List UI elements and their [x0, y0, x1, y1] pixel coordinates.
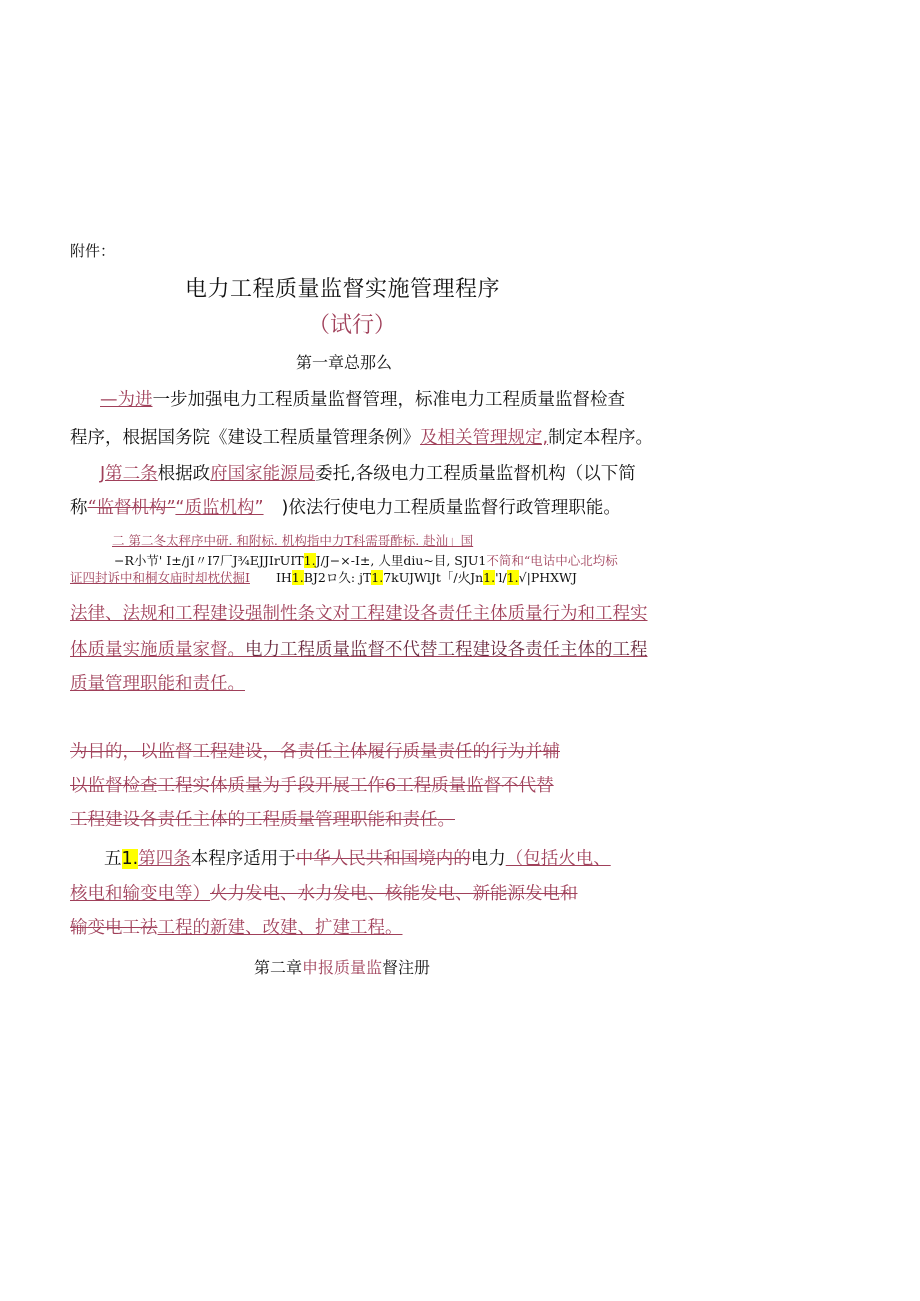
para1-line2-tail: 制定本程序。 — [548, 428, 654, 448]
garbled-line3-hl1: 1. — [291, 570, 304, 585]
garbled-line3-c: BJ2ロ久: jT — [303, 570, 372, 585]
para2-line2-tail: )依法行使电力工程质量监督行政管理职能。 — [281, 498, 621, 518]
para5-line2-deleted: 火力发电、水力发电、核能发电、新能源发电和 — [210, 884, 578, 904]
chapter2-c: 督注册 — [382, 958, 431, 977]
garbled-line1: 二 第二冬太秤序中研. 和附标. 机构指中力T科需哥酢标. 赴汕」国 — [112, 533, 474, 548]
para5-revised-1: （包括火电、 — [505, 849, 611, 869]
garbled-line3-b: IH — [275, 570, 292, 585]
para5-line3-deleted: 输变电工祛 — [70, 918, 158, 938]
chapter-1-heading: 第一章总那么 — [296, 353, 393, 372]
garbled-line2-a: −R小节' I±/jI〃I7厂J¾EJJIrUIT — [114, 553, 304, 568]
garbled-line3-hl3: 1. — [483, 570, 496, 585]
para2-a: 根据政 — [157, 464, 211, 484]
para3-line2-b: 电力工程质量监督不代替工程建设各责任主体的工程 — [245, 640, 648, 660]
para3-line3: 质量管理职能和责任。 — [70, 674, 245, 694]
para5-line2-revised: 核电和输变电等） — [70, 884, 210, 904]
para2-deleted-term: “监督机构” — [87, 498, 176, 518]
chapter2-b: 申报质量监 — [302, 958, 383, 977]
garbled-line3-hl2: 1. — [371, 570, 384, 585]
garbled-line2-highlight: 1. — [303, 553, 316, 568]
document-subtitle: （试行） — [308, 313, 397, 338]
para5-article: 第四条 — [138, 849, 191, 869]
para3-line2 — [70, 636, 648, 661]
para2-c: 委托,各级电力工程质量监督机构（以下简 — [315, 464, 636, 484]
garbled-line3-d: 7kUJWlJt「/火Jn — [383, 570, 484, 585]
para1-prefix: —为进 — [100, 390, 153, 410]
garbled-line2 — [114, 551, 618, 569]
para2-line1 — [100, 460, 636, 485]
para1-line1 — [100, 386, 625, 411]
garbled-line3-a: 证四封诉中和桐女庙时却枕伏掘I — [70, 570, 250, 585]
para3-line2-a: 体质量实施质量家督。 — [70, 640, 245, 660]
para5-line3 — [70, 914, 403, 939]
para4-line2: 以监督检查工程实体质量为手段开展工作6工程质量监督不代替 — [70, 776, 554, 796]
chapter2-a: 第二章 — [254, 958, 303, 977]
para4-line3: 工程建设各责任主体的工程质量管理职能和责任。 — [70, 810, 455, 830]
document-title: 电力工程质量监督实施管理程序 — [185, 277, 501, 302]
garbled-line2-b: J/J−×-I±, 人里diu~目, SJU1 — [315, 553, 487, 568]
garbled-line3 — [70, 568, 577, 586]
para5-a: 本程序适用于 — [190, 849, 296, 869]
para1-line2-main: 程序，根据国务院《建设工程质量管理条例》 — [70, 428, 420, 448]
para5-b: 电力 — [470, 849, 506, 869]
para1-line1-text: 一步加强电力工程质量监督管理，标准电力工程质量监督检查 — [152, 390, 625, 410]
para5-deleted-1: 中华人民共和国境内的 — [295, 849, 471, 869]
garbled-line3-f: √|PHXWJ — [518, 570, 577, 585]
garbled-line3-e: 'l/ — [495, 570, 507, 585]
para5-line3-rest: 工程的新建、改建、扩建工程。 — [157, 918, 403, 938]
para2-agency: 府国家能源局 — [210, 464, 316, 484]
para2-prefix: J第二条 — [100, 464, 158, 484]
para5-line2 — [70, 880, 578, 905]
para5-prefix: 五 — [104, 849, 122, 869]
para1-line2-revision: 及相关管理规定, — [420, 428, 549, 448]
para5-highlight: 1. — [121, 849, 139, 869]
para2-revised-term: “质监机构” — [175, 498, 264, 518]
garbled-line2-c: 不简和“电诂中心北均标 — [486, 553, 618, 568]
para3-line1: 法律、法规和工程建设强制性条文对工程建设各责任主体质量行为和工程实 — [70, 604, 648, 624]
para1-line2 — [70, 424, 653, 449]
para2-line2 — [70, 494, 621, 519]
para2-line2-a: 称 — [70, 498, 88, 518]
para5-line1 — [104, 845, 611, 870]
garbled-line3-hl4: 1. — [506, 570, 519, 585]
attachment-label: 附件： — [70, 242, 116, 260]
para4-line1: 为目的，以监督工程建设，各责任主体履行质量责任的行为并辅 — [70, 742, 560, 762]
chapter-2-heading — [254, 955, 430, 978]
